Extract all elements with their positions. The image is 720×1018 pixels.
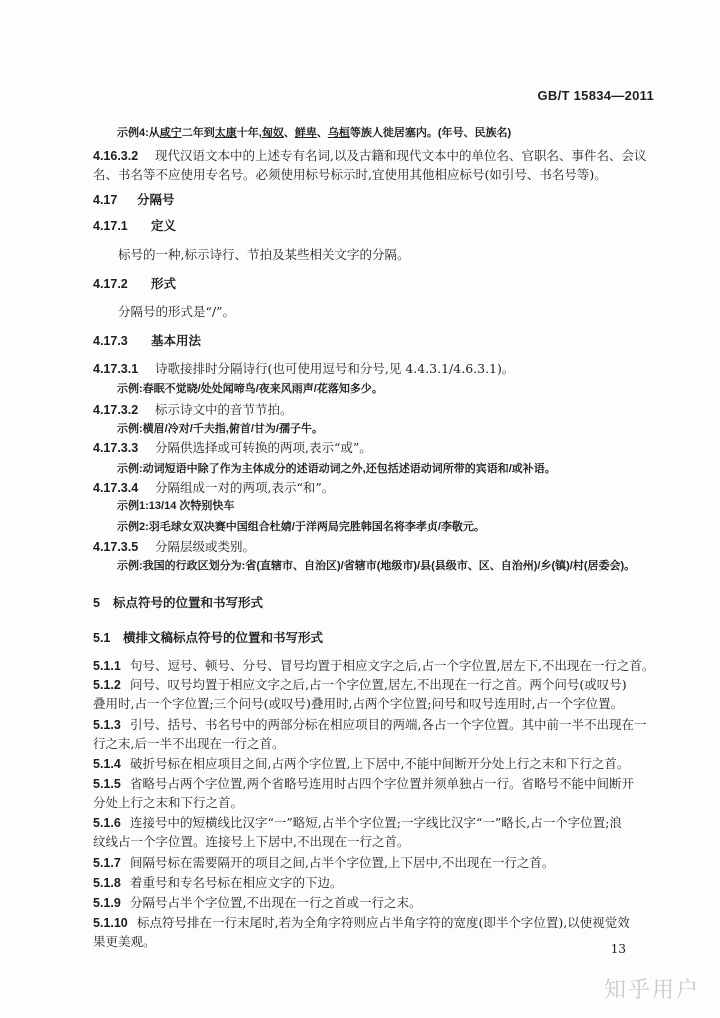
section-number: 4.17: [93, 193, 118, 207]
clause-5-1-1: [93, 656, 654, 674]
clause-text: 标点符号排在一行末尾时,若为全角字符则应占半角字符的宽度(即半个字位置),以使视觉效: [137, 915, 630, 930]
clause-4-16-3-2-line-2: 名、书名等不应使用专名号。必须使用标号标示时,宜使用其他相应标号(如引号、书名号等)。: [93, 167, 607, 182]
section-title: 横排文稿标点符号的位置和书写形式: [123, 631, 324, 645]
clause-number: 4.17.3.4: [93, 481, 139, 495]
example-4: [117, 124, 511, 140]
clause-text: 引号、括号、书名号中的两部分标在相应项目的两端,各占一个字位置。其中前一半不出现在一: [130, 717, 647, 732]
clause-4-17-3-5: [93, 537, 255, 555]
example-4-prefix: 示例4:从: [117, 127, 160, 139]
clause-5-1-10-line-1: [93, 913, 630, 931]
clause-number: 5.1.3: [93, 718, 121, 732]
clause-number: 4.17.3.3: [93, 441, 139, 455]
section-number: 5.1: [93, 631, 111, 645]
example-4-text-1: 二年到: [181, 127, 215, 139]
clause-5-1-7: [93, 853, 554, 871]
example-line: 示例2:羽毛球女双决赛中国组合杜婧/于洋两局完胜韩国名将李孝贞/李敬元。: [117, 521, 485, 533]
section-5-heading: [93, 593, 263, 611]
section-title: 基本用法: [151, 334, 202, 348]
clause-number: 4.17.3.5: [93, 540, 139, 554]
clause-number: 5.1.10: [93, 916, 128, 930]
clause-text: 分隔组成一对的两项,表示“和”。: [155, 480, 335, 495]
clause-number: 4.17.3.1: [93, 362, 139, 376]
clause-text: 着重号和专名号标在相应文字的下边。: [130, 875, 343, 890]
example-line: 示例1:13/14 次特别快车: [117, 500, 235, 512]
clause-number: 5.1.6: [93, 816, 121, 830]
clause-5-1-3-line-2: 行之末,后一半不出现在一行之首。: [93, 736, 285, 751]
example-4-text-4: 、: [316, 127, 328, 139]
clause-number: 5.1.8: [93, 876, 121, 890]
clause-4-17-3-4: [93, 478, 334, 496]
example-4-text-3: 、: [283, 127, 295, 139]
clause-number: 5.1.2: [93, 678, 121, 692]
section-4-17-1-heading: [93, 216, 176, 234]
page-number: 13: [610, 942, 626, 956]
section-title: 标点符号的位置和书写形式: [113, 596, 264, 610]
definition-text: 标号的一种,标示诗行、节拍及某些相关文字的分隔。: [118, 247, 410, 262]
section-4-17-2-heading: [93, 274, 176, 292]
section-4-17-3-heading: [93, 331, 201, 349]
example-line: 示例:我国的行政区划分为:省(直辖市、自治区)/省辖市(地级市)/县(县级市、区、自治州)/乡(镇)/村(居委会)。: [117, 560, 636, 572]
clause-5-1-2-line-2: 叠用时,占一个字位置;三个问号(或叹号)叠用时,占两个字位置;问号和叹号连用时,占一个字位置。: [93, 696, 624, 711]
section-number: 4.17.1: [93, 219, 128, 233]
clause-4-17-3-1: [93, 359, 514, 377]
clause-5-1-8: [93, 873, 343, 891]
example-line: 示例:春眠不觉晓/处处闻啼鸟/夜来风雨声/花落知多少。: [117, 383, 383, 395]
clause-4-17-3-2: [93, 400, 293, 418]
standard-code-header: GB/T 15834—2011: [537, 88, 654, 103]
clause-number: 5.1.5: [93, 777, 121, 791]
ethnic-name-3: 乌桓: [327, 127, 350, 139]
clause-5-1-5-line-1: [93, 774, 634, 792]
clause-text: 标示诗文中的音节节拍。: [155, 402, 293, 417]
clause-text: 诗歌接排时分隔诗行(也可使用逗号和分号,见 4.4.3.1/4.6.3.1)。: [155, 361, 515, 376]
section-4-17-heading: [93, 190, 175, 208]
clause-5-1-2-line-1: [93, 675, 627, 693]
section-title: 分隔号: [137, 193, 175, 207]
era-name-1: 咸宁: [159, 127, 182, 139]
example-line: 示例:动词短语中除了作为主体成分的述语动词之外,还包括述语动词所带的宾语和/或补语。: [117, 463, 556, 475]
section-title: 定义: [151, 219, 177, 233]
clause-text: 分隔号占半个字位置,不出现在一行之首或一行之末。: [130, 895, 422, 910]
clause-5-1-6-line-1: [93, 813, 622, 831]
clause-text: 句号、逗号、顿号、分号、冒号均置于相应文字之后,占一个字位置,居左下,不出现在一行之首。: [130, 658, 655, 673]
example-4-text-2: 十年,: [236, 127, 262, 139]
clause-text: 现代汉语文本中的上述专有名词,以及古籍和现代文本中的单位名、官职名、事件名、会议: [155, 148, 647, 163]
clause-5-1-3-line-1: [93, 715, 646, 733]
watermark: 知乎用户: [603, 978, 700, 1003]
clause-5-1-6-line-2: 纹线占一个字位置。连接号上下居中,不出现在一行之首。: [93, 834, 410, 849]
clause-5-1-9: [93, 893, 421, 911]
clause-number: 5.1.4: [93, 757, 121, 771]
clause-text: 省略号占两个字位置,两个省略号连用时占四个字位置并须单独占一行。省略号不能中间断开: [130, 776, 634, 791]
section-number: 4.17.2: [93, 277, 128, 291]
clause-5-1-4: [93, 754, 629, 772]
clause-text: 分隔层级或类别。: [155, 539, 256, 554]
era-name-2: 太康: [214, 127, 237, 139]
clause-number: 4.16.3.2: [93, 149, 139, 163]
clause-4-17-3-3: [93, 438, 372, 456]
example-4-text-5: 等族人徙居塞内。(年号、民族名): [349, 127, 512, 139]
section-number: 5: [93, 596, 100, 610]
ethnic-name-2: 鲜卑: [294, 127, 317, 139]
section-5-1-heading: [93, 628, 323, 646]
clause-number: 5.1.1: [93, 659, 121, 673]
clause-number: 4.17.3.2: [93, 403, 139, 417]
clause-text: 问号、叹号均置于相应文字之后,占一个字位置,居左,不出现在一行之首。两个问号(或叹号): [130, 677, 627, 692]
clause-text: 破折号标在相应项目之间,占两个字位置,上下居中,不能中间断开分处上行之末和下行之首。: [130, 756, 630, 771]
clause-5-1-10-line-2: 果更美观。: [93, 934, 156, 949]
ethnic-name-1: 匈奴: [261, 127, 284, 139]
clause-4-16-3-2-line-1: [93, 146, 646, 164]
clause-5-1-5-line-2: 分处上行之末和下行之首。: [93, 795, 244, 810]
clause-text: 间隔号标在需要隔开的项目之间,占半个字位置,上下居中,不出现在一行之首。: [130, 855, 555, 870]
form-text: 分隔号的形式是“/”。: [118, 304, 235, 319]
clause-text: 连接号中的短横线比汉字“一”略短,占半个字位置;一字线比汉字“一”略长,占一个字位置;浪: [130, 815, 622, 830]
section-title: 形式: [151, 277, 177, 291]
clause-number: 5.1.9: [93, 896, 121, 910]
section-number: 4.17.3: [93, 334, 128, 348]
example-line: 示例:横眉/冷对/千夫指,俯首/甘为/孺子牛。: [117, 423, 323, 435]
clause-text: 分隔供选择或可转换的两项,表示“或”。: [155, 440, 372, 455]
clause-number: 5.1.7: [93, 856, 121, 870]
